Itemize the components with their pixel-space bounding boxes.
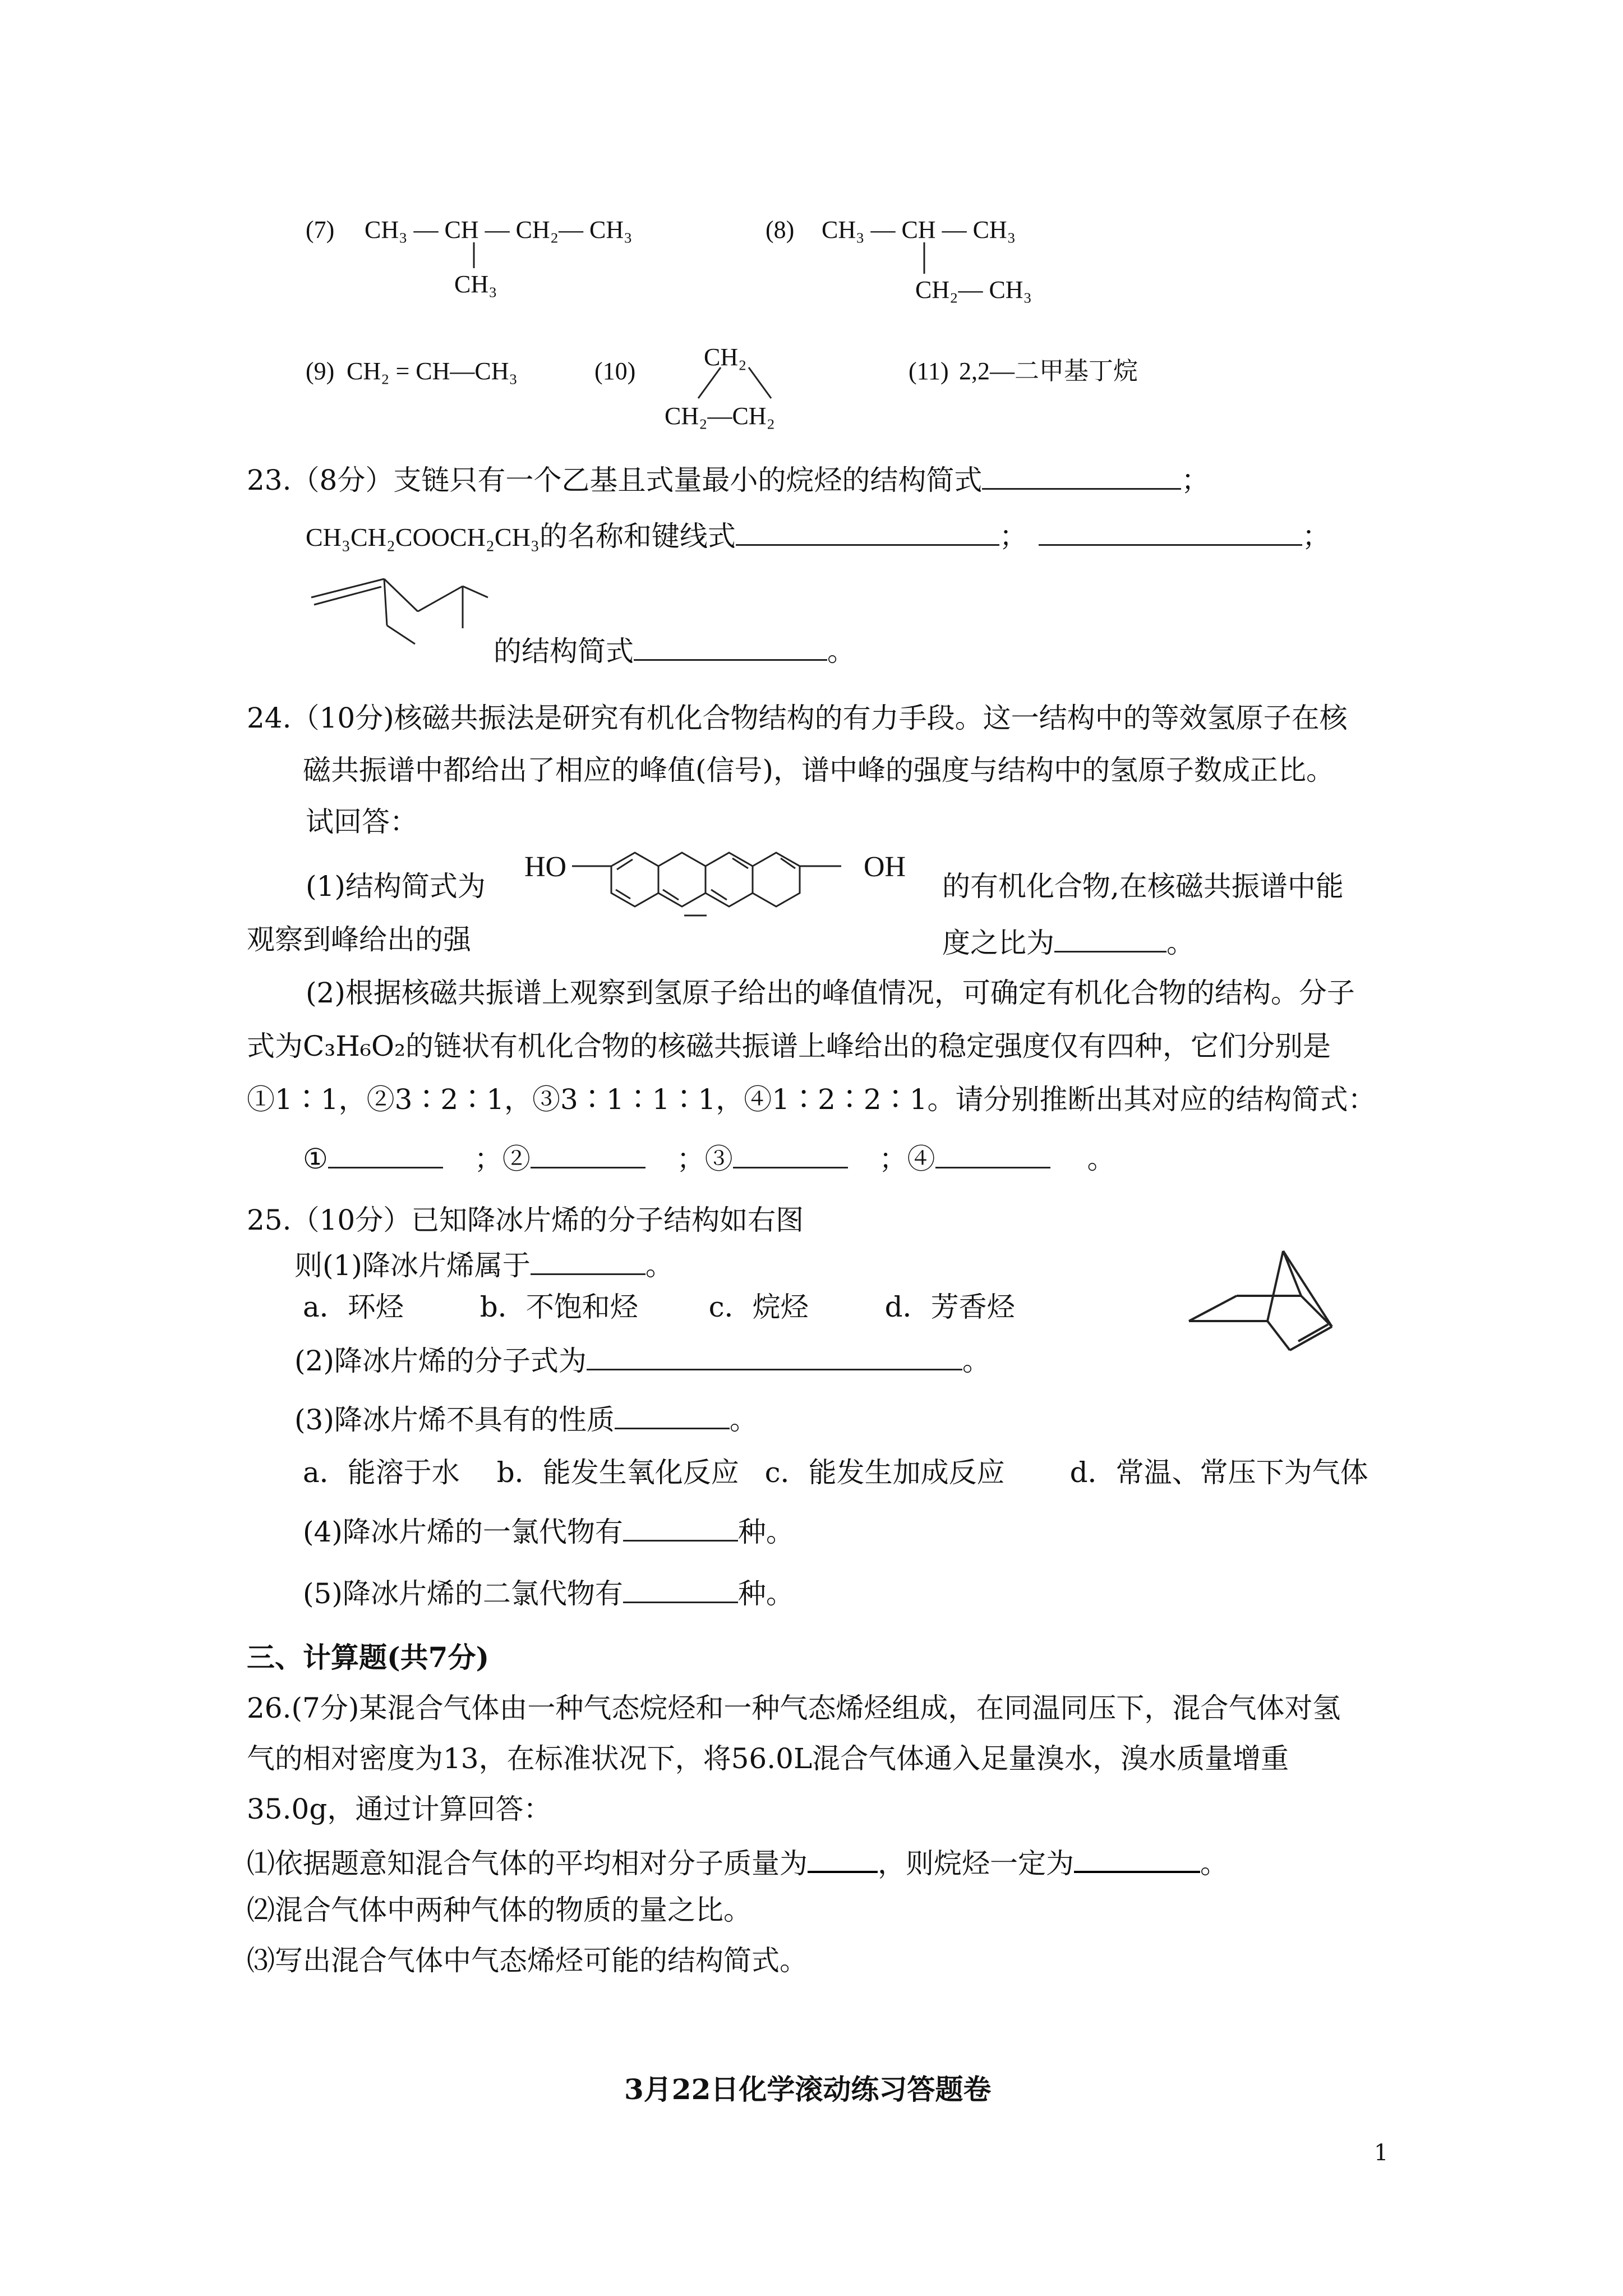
q24-intro-2: 磁共振谱中都给出了相应的峰值(信号)，谱中峰的强度与结构中的氢原子数成正比。	[303, 754, 1335, 786]
q23-blank-3[interactable]	[1039, 519, 1302, 546]
formula-8-bond	[919, 242, 930, 276]
formula-8-branch: CH₂— CH₃	[915, 276, 1032, 303]
q24-intro-1: 24.（10分)核磁共振法是研究有机化合物结构的有力手段。这一结构中的等效氢原子在核	[247, 702, 1348, 734]
formula-11-text: 2,2—二甲基丁烷	[959, 357, 1138, 385]
q24-p1-right-2	[942, 926, 1195, 957]
q25-p4-unit: 种。	[737, 1516, 794, 1548]
q24-p1-right-2-text: 度之比为	[942, 927, 1054, 959]
q24-p2-line2: 式为C₃H₆O₂的链状有机化合物的核磁共振谱上峰给出的稳定强度仅有四种，它们分别是	[247, 1030, 1331, 1062]
q24-ans-2-blank[interactable]	[531, 1142, 645, 1168]
q23-ester-formula: CH₃CH₂COOCH₂CH₃	[306, 523, 540, 551]
q25-p5-unit: 种。	[737, 1577, 794, 1610]
q25-opt1-d: d．芳香烃	[884, 1291, 1015, 1323]
section3-heading: 三、计算题(共7分)	[247, 1641, 490, 1674]
q25-p4	[303, 1515, 794, 1546]
q23-line2	[306, 519, 1330, 553]
q26-line2: 气的相对密度为13，在标准状况下，将56.0L混合气体通入足量溴水，溴水质量增重	[247, 1742, 1289, 1775]
q26-sub1-text-b: ，则烷烃一定为	[878, 1847, 1074, 1880]
q26-sub1	[247, 1846, 1228, 1878]
q23-blank-1[interactable]	[982, 463, 1181, 490]
q24-p2-line3: ①1∶1，②3∶2∶1，③3∶1∶1∶1，④1∶2∶2∶1。请分别推断出其对应的结构简式：	[247, 1083, 1376, 1116]
q26-sub1-blank-1[interactable]	[808, 1846, 878, 1873]
q25-p5-blank[interactable]	[623, 1576, 738, 1603]
q23-semicolon-1: ；	[1181, 464, 1210, 496]
q25-p1-period: 。	[645, 1249, 674, 1282]
formula-9-text: CH₂ = CH—CH₃	[347, 357, 518, 385]
q23-line3-text: 的结构简式	[494, 635, 634, 668]
q24-blank-ratio[interactable]	[1054, 926, 1166, 953]
q23-period: 。	[827, 635, 855, 668]
q24-ans-1-blank[interactable]	[328, 1142, 443, 1168]
q26-sub1-text-a: ⑴依据题意知混合气体的平均相对分子质量为	[247, 1847, 808, 1880]
q25-p4-text: (4)降冰片烯的一氯代物有	[303, 1516, 623, 1548]
q25-p1-text: 则(1)降冰片烯属于	[294, 1249, 531, 1282]
q24-ans-2-label: ；②	[474, 1143, 531, 1175]
formula-8-label: (8)	[766, 216, 795, 243]
q25-opt3-d: d．常温、常压下为气体	[1069, 1456, 1368, 1489]
formula-7-bond	[468, 242, 479, 270]
q25-p5	[303, 1576, 794, 1608]
q24-ans-4-blank[interactable]	[935, 1142, 1050, 1168]
q24-ans-3-blank[interactable]	[733, 1142, 848, 1168]
q24-p1-right-1: 的有机化合物,在核磁共振谱中能	[942, 870, 1344, 903]
q24-ans-3-label: ；③	[676, 1143, 733, 1175]
q24-p1-left-2: 观察到峰给出的强	[247, 923, 471, 956]
q25-options-3	[303, 1458, 1368, 1487]
q23-line1	[247, 463, 1209, 494]
q23-semicolon-2: ；	[999, 520, 1027, 553]
q26-sub1-period: 。	[1200, 1847, 1228, 1880]
q25-p1-blank[interactable]	[531, 1248, 645, 1275]
q24-oh-label: OH	[864, 851, 906, 883]
q26-line1: 26.(7分)某混合气体由一种气态烷烃和一种气态烯烃组成，在同温同压下，混合气体对氢	[247, 1692, 1341, 1724]
q23-line3	[494, 634, 855, 668]
q25-opt1-a: a．环烃	[303, 1291, 404, 1323]
q26-sub1-blank-2[interactable]	[1074, 1846, 1200, 1873]
q25-opt3-c: c．能发生加成反应	[764, 1456, 1005, 1489]
q24-ans-4-label: ；④	[879, 1143, 935, 1175]
q25-p2-blank[interactable]	[587, 1343, 962, 1370]
answer-sheet-title: 3月22日化学滚动练习答题卷	[624, 2073, 992, 2106]
formula-7-label: (7)	[306, 216, 335, 243]
q25-p3-period: 。	[729, 1404, 758, 1436]
formula-11-label: (11)	[909, 357, 949, 385]
q26-sub3: ⑶写出混合气体中气态烯烃可能的结构简式。	[247, 1944, 808, 1977]
q25-p3-text: (3)降冰片烯不具有的性质	[294, 1404, 615, 1436]
q25-p5-text: (5)降冰片烯的二氯代物有	[303, 1577, 623, 1610]
q25-p2	[294, 1343, 990, 1375]
q26-line3: 35.0g，通过计算回答：	[247, 1793, 552, 1825]
q25-title: 25.（10分）已知降冰片烯的分子结构如右图	[247, 1204, 804, 1236]
q25-opt3-b: b．能发生氧化反应	[496, 1456, 739, 1489]
q23-blank-2[interactable]	[736, 519, 999, 546]
q24-intro-3: 试回答：	[306, 806, 418, 838]
formula-9-label: (9)	[306, 357, 335, 385]
formula-7-chain: CH₃ — CH — CH₂— CH₃	[365, 216, 633, 243]
q25-p2-text: (2)降冰片烯的分子式为	[294, 1345, 587, 1377]
formula-10-label: (10)	[594, 357, 636, 385]
q26-sub2: ⑵混合气体中两种气体的物质的量之比。	[247, 1894, 751, 1926]
q23-blank-4[interactable]	[634, 634, 827, 661]
q25-opt1-c: c．烷烃	[708, 1291, 809, 1323]
formula-10-top: CH₂	[704, 343, 747, 371]
q23-line2-text: 的名称和键线式	[539, 520, 736, 553]
q24-answers-row	[303, 1142, 1115, 1173]
formula-7-branch: CH₃	[454, 270, 497, 298]
q24-ans-period: 。	[1087, 1143, 1115, 1175]
q24-ans-1-label: ①	[303, 1143, 328, 1175]
page-number: 1	[1374, 2140, 1389, 2166]
q25-p2-period: 。	[962, 1345, 990, 1377]
q25-opt3-a: a．能溶于水	[303, 1456, 460, 1489]
q25-p3	[294, 1402, 758, 1434]
q25-norbornene-structure	[1183, 1243, 1374, 1355]
q25-opt1-b: b．不饱和烃	[479, 1291, 638, 1323]
q25-p1	[294, 1248, 674, 1280]
q24-ho-label: HO	[524, 851, 567, 883]
q25-options-1	[303, 1293, 1015, 1321]
q25-p3-blank[interactable]	[615, 1402, 730, 1429]
q25-p4-blank[interactable]	[623, 1515, 738, 1542]
q24-p1-left-1: (1)结构简式为	[306, 870, 486, 903]
formula-10-bottom: CH₂—CH₂	[665, 402, 775, 430]
q23-semicolon-3: ；	[1302, 520, 1330, 553]
q24-p2-line1: (2)根据核磁共振谱上观察到氢原子给出的峰值情况，可确定有机化合物的结构。分子	[306, 977, 1355, 1009]
q24-p1-period: 。	[1166, 927, 1195, 959]
formula-8-chain: CH₃ — CH — CH₃	[822, 216, 1016, 243]
q23-line1-text: 23.（8分）支链只有一个乙基且式量最小的烷烃的结构简式	[247, 464, 983, 496]
q23-skeletal-structure	[308, 572, 499, 651]
formula-10-ring-bonds	[687, 365, 788, 404]
q24-phenanthrene-structure	[572, 819, 864, 948]
